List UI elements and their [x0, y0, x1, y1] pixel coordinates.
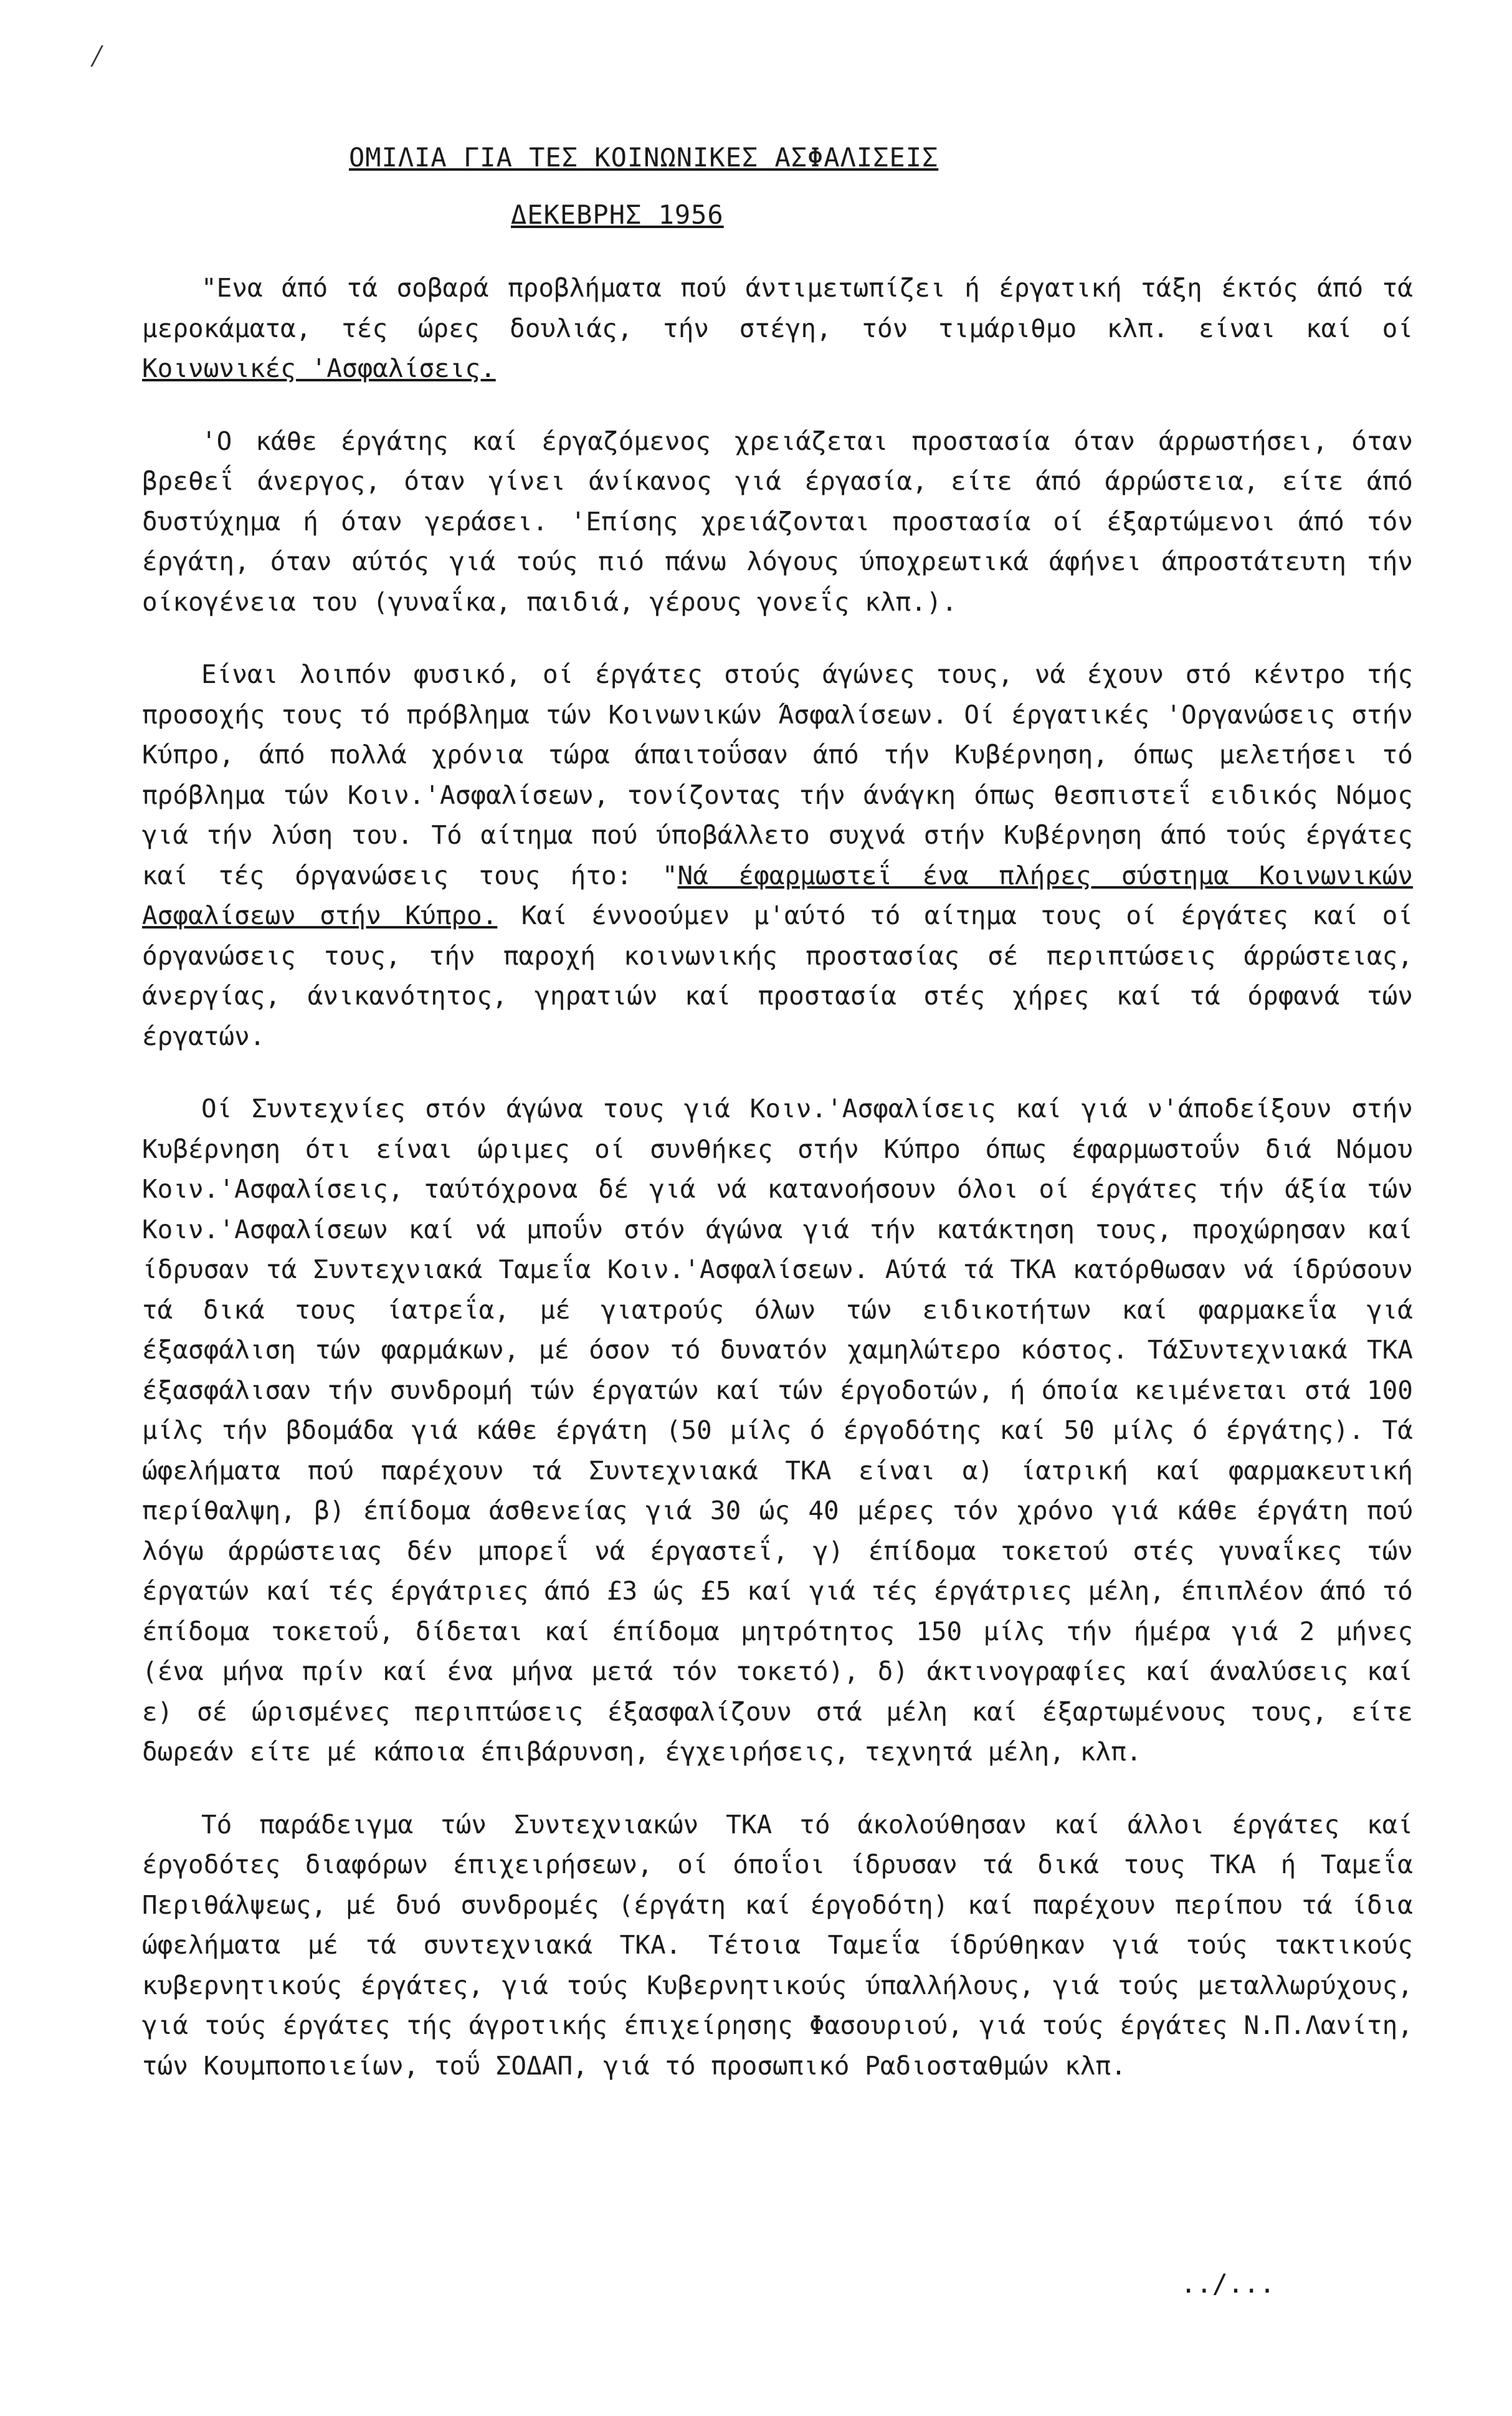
document-body — [142, 268, 1413, 2118]
paragraph-2-text: 'Ο κάθε έργάτης καί έργαζόμενος χρειάζεται προστασία όταν άρρωστήσει, όταν βρεθεΐ άνεργος, όταν γίνει άνίκανος γιά έργασία, είτε άπό άρρώστεια, είτε άπό δυστύχημα ή όταν γεράσει. 'Επίσης χρειάζονται προστασία οί έξαρτώμενοι άπό τόν έργάτη, όταν αύτός γιά τούς πιό πάνω λόγους ύποχρεωτικά άφήνει άπροστάτευτη τήν οίκογένεια του (γυναΐκα, παιδιά, γέρους γονεΐς κλπ.). — [142, 426, 1413, 617]
document-title: ΟΜΙΛΙΑ ΓΙΑ ΤΕΣ ΚΟΙΝΩΝΙΚΕΣ ΑΣΦΑΛΙΣΕΙΣ — [349, 142, 939, 173]
paragraph-4 — [142, 1089, 1413, 1772]
continuation-mark: ../... — [1181, 2268, 1275, 2299]
paragraph-2 — [142, 421, 1413, 623]
paragraph-3-text: Είναι λοιπόν φυσικό, οί έργάτες στούς άγώνες τους, νά έχουν στό κέντρο τής προσοχής τους τό πρόβλημα τών Κοινωνικών Άσφαλίσεων. Οί έργατικές 'Οργανώσεις στήν Κύπρο, άπό πολλά χρόνια τώρα άπαιτοΰσαν άπό τήν Κυβέρνηση, όπως μελετήσει τό πρόβλημα τών Κοιν.'Ασφαλίσεων, τονίζοντας τήν άνάγκη όπως θεσπιστεΐ ειδικός Νόμος γιά τήν λύση του. Τό αίτημα πού ύποβάλλετο συχνά στήν Κυβέρνηση άπό τούς έργάτες καί τές όργανώσεις τους ήτο: " — [142, 659, 1413, 890]
paragraph-1-text: "Ενα άπό τά σοβαρά προβλήματα πού άντιμετωπίζει ή έργατική τάξη έκτός άπό τά μεροκάματα, τές ώρες δουλιάς, τήν στέγη, τόν τιμάριθμο κλπ. είναι καί οί — [142, 273, 1413, 343]
paragraph-4-text: Οί Συντεχνίες στόν άγώνα τους γιά Κοιν.'Ασφαλίσεις καί γιά ν'άποδείξουν στήν Κυβέρνηση ότι είναι ώριμες οί συνθήκες στήν Κύπρο όπως έφαρμωστοΰν διά Νόμου Κοιν.'Ασφαλίσεις, ταύτόχρονα δέ γιά νά κατανοήσουν όλοι οί έργάτες τήν άξία τών Κοιν.'Ασφαλίσεων καί νά μποΰν στόν άγώνα γιά τήν κατάκτηση τους, προχώρησαν καί ίδρυσαν τά Συντεχνιακά Ταμεΐα Κοιν.'Ασφαλίσεων. Αύτά τά ΤΚΑ κατόρθωσαν νά ίδρύσουν τά δικά τους ίατρεΐα, μέ γιατρούς όλων τών ειδικοτήτων καί φαρμακεΐα γιά έξασφάλιση τών φαρμάκων, μέ όσον τό δυνατόν χαμηλώτερο κόστος. ΤάΣυντεχνιακά ΤΚΑ έξασφάλισαν τήν συνδρομή τών έργατών καί τών έργοδοτών, ή όποία κειμένεται στά 100 μίλς τήν βδομάδα γιά κάθε έργάτη (50 μίλς ό έργοδότης καί 50 μίλς ό έργάτης). Τά ώφελήματα πού παρέχουν τά Συντεχνιακά ΤΚΑ είναι α) ίατρική καί φαρμακευτική περίθαλψη, β) έπίδομα άσθενείας γιά 30 ώς 40 μέρες τόν χρόνο γιά κάθε έργάτη πού λόγω άρρώστειας δέν μπορεΐ νά έργαστεΐ, γ) έπίδομα τοκετού στές γυναΐκες τών έργατών καί τές έργάτριες άπό £3 ώς £5 καί γιά τές έργάτριες μέλη, έπιπλέον άπό τό έπίδομα τοκετοΰ, δίδεται καί έπίδομα μητρότητος 150 μίλς τήν ήμέρα γιά 2 μήνες (ένα μήνα πρίν καί ένα μήνα μετά τόν τοκετό), δ) άκτινογραφίες καί άναλύσεις καί ε) σέ ώρισμένες περιπτώσεις έξασφαλίζουν στά μέλη καί έξαρτωμένους τους, είτε δωρεάν είτε μέ κάποια έπιβάρυνση, έγχειρήσεις, τεχνητά μέλη, κλπ. — [142, 1094, 1413, 1767]
paragraph-3-after: Καί έννοούμεν μ'αύτό τό αίτημα τους οί έργάτες καί οί όργανώσεις τους, τήν παροχή κοινωνικής προστασίας σέ περιπτώσεις άρρώστειας, άνεργίας, άνικανότητος, γηρατιών καί προστασία στές χήρες καί τά όρφανά τών έργατών. — [142, 900, 1413, 1051]
corner-mark: ⁄ — [87, 37, 107, 75]
paragraph-5-text: Τό παράδειγμα τών Συντεχνιακών ΤΚΑ τό άκολούθησαν καί άλλοι έργάτες καί έργοδότες διαφόρων έπιχειρήσεων, οί όποΐοι ίδρυσαν τά δικά τους ΤΚΑ ή Ταμεΐα Περιθάλψεως, μέ δυό συνδρομές (έργάτη καί έργοδότη) καί παρέχουν περίπου τά ίδια ώφελήματα μέ τά συντεχνιακά ΤΚΑ. Τέτοια Ταμεΐα ίδρύθηκαν γιά τούς τακτικούς κυβερνητικούς έργάτες, γιά τούς Κυβερνητικούς ύπαλλήλους, γιά τούς μεταλλωρύχους, γιά τούς έργάτες τής άγροτικής έπιχείρησης Φασουριού, γιά τούς έργάτες Ν.Π.Λανίτη, τών Κουμποποιείων, τοΰ ΣΟΔΑΠ, γιά τό προσωπικό Ραδιοσταθμών κλπ. — [142, 1809, 1413, 2081]
paragraph-1 — [142, 268, 1413, 389]
paragraph-3 — [142, 654, 1413, 1056]
paragraph-5 — [142, 1805, 1413, 2086]
paragraph-3-underlined: Νά έφαρμωστεΐ ένα πλήρες σύστημα Κοινωνικών Ασφαλίσεων στήν Κύπρο. — [142, 860, 1413, 930]
document-date: ΔΕΚΕΒΡΗΣ 1956 — [511, 199, 724, 230]
paragraph-1-underlined: Κοινωνικές 'Ασφαλίσεις. — [142, 353, 496, 383]
